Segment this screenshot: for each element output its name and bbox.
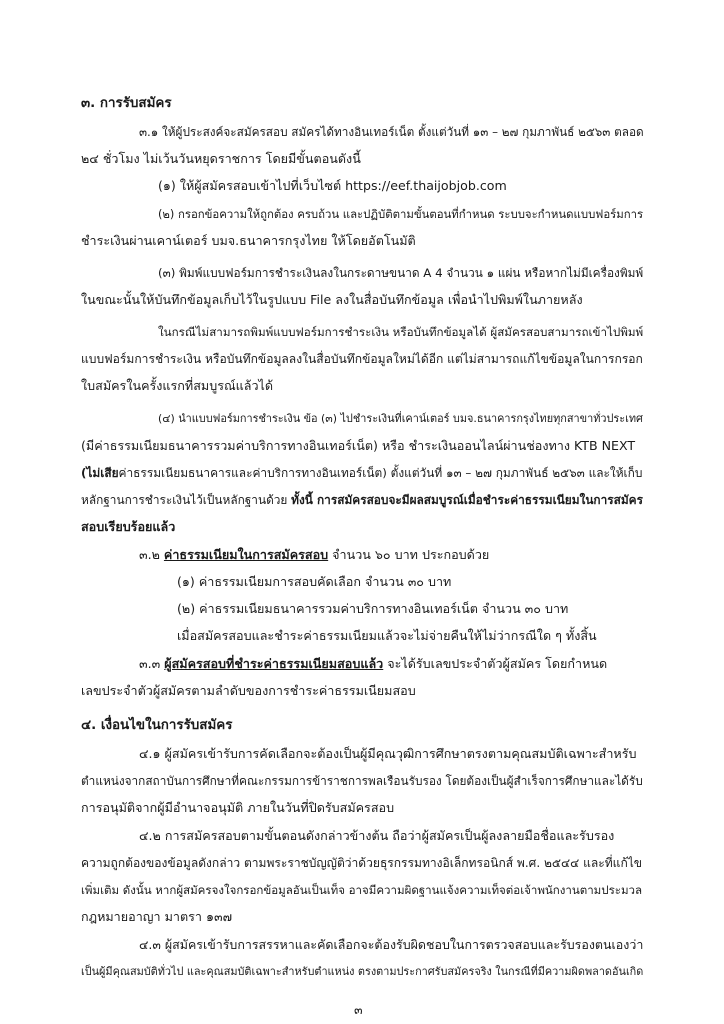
- page-number: ๓: [354, 1002, 363, 1017]
- step-3-line-1: (๓) พิมพ์แบบฟอร์มการชำระเงินลงในกระดาษขนาด A 4 จำนวน ๑ แผ่น หรือหากไม่มีเครื่องพิมพ์: [158, 266, 644, 280]
- note-line-2: แบบฟอร์มการชำระเงิน หรือบันทึกข้อมูลลงในสื่อบันทึกข้อมูลใหม่ได้อีก แต่ไม่สามารถแก้ไขข้อมูลในการกรอก: [81, 352, 643, 366]
- clause-3-2: [139, 547, 489, 563]
- step-4-line-1: (๔) นำแบบฟอร์มการชำระเงิน ข้อ (๓) ไปชำระเงินที่เคาน์เตอร์ บมจ.ธนาคารกรุงไทยทุกสาขาทั่วประเทศ: [158, 412, 643, 425]
- step-2-line-1: (๒) กรอกข้อความให้ถูกต้อง ครบถ้วน และปฏิบัติตามขั้นตอนที่กำหนด ระบบจะกำหนดแบบฟอร์มการ: [158, 207, 644, 221]
- clause-3-3-title: ผู้สมัครสอบที่ชำระค่าธรรมเนียมสอบแล้ว: [164, 656, 384, 671]
- clause-3-3-line-2: เลขประจำตัวผู้สมัครตามลำดับของการชำระค่าธรรมเนียมสอบ: [81, 683, 416, 698]
- clause-3-3-number: ๓.๓: [139, 656, 165, 671]
- clause-4-3-line-2: เป็นผู้มีคุณสมบัติทั่วไป และคุณสมบัติเฉพาะสำหรับตำแหน่ง ตรงตามประกาศรับสมัครจริง ในกรณีที่มีความผิดพลาดอันเกิด: [81, 965, 644, 978]
- clause-4-2-line-1: ๔.๒ การสมัครสอบตามขั้นตอนดังกล่าวข้างต้น ถือว่าผู้สมัครเป็นผู้ลงลายมือชื่อและรับรอง: [139, 828, 615, 843]
- step-4-line-3: [81, 465, 642, 481]
- note-line-1: ในกรณีไม่สามารถพิมพ์แบบฟอร์มการชำระเงิน หรือบันทึกข้อมูลได้ ผู้สมัครสอบสามารถเข้าไปพิมพ์: [158, 325, 644, 339]
- clause-4-1-line-2: ตำแหน่งจากสถาบันการศึกษาที่คณะกรรมการข้าราชการพลเรือนรับรอง โดยต้องเป็นผู้สำเร็จการศึกษาและได้รับ: [81, 774, 643, 788]
- note-line-3: ใบสมัครในครั้งแรกที่สมบูรณ์แล้วได้: [81, 378, 274, 393]
- clause-3-2-number: ๓.๒: [139, 547, 164, 562]
- step-3-line-2: ในขณะนั้นให้บันทึกข้อมูลเก็บไว้ในรูปแบบ File ลงในสื่อบันทึกข้อมูล เพื่อนำไปพิมพ์ในภายหลัง: [81, 292, 583, 307]
- clause-3-1-line-2: ๒๔ ชั่วโมง ไม่เว้นวันหยุดราชการ โดยมีขั้นตอนดังนี้: [81, 151, 361, 166]
- clause-3-1-line-1: ๓.๑ ให้ผู้ประสงค์จะสมัครสอบ สมัครได้ทางอินเทอร์เน็ต ตั้งแต่วันที่ ๑๓ – ๒๗ กุมภาพันธ์ ๒๕๖๓ ตลอด: [139, 125, 644, 139]
- clause-4-2-line-3: เพิ่มเติม ดังนั้น หากผู้สมัครจงใจกรอกข้อมูลอันเป็นเท็จ อาจมีความผิดฐานแจ้งความเท็จต่อเจ้าพนักงานตามประมวล: [81, 883, 643, 897]
- section-4-heading: ๔. เงื่อนไขในการรับสมัคร: [81, 718, 233, 733]
- clause-3-3-line-1: [139, 656, 607, 672]
- clause-4-1-line-3: การอนุมัติจากผู้มีอำนาจอนุมัติ ภายในวันที่ปิดรับสมัครสอบ: [81, 800, 395, 815]
- step-4-line-2: (มีค่าธรรมเนียมธนาคารรวมค่าบริการทางอินเทอร์เน็ต) หรือ ชำระเงินออนไลน์ผ่านช่องทาง KTB NEXT: [81, 438, 636, 453]
- fee-item-1: (๑) ค่าธรรมเนียมการสอบคัดเลือก จำนวน ๓๐ บาท: [177, 574, 452, 589]
- step-4-line-3-text: ค่าธรรมเนียมธนาคารและค่าบริการทางอินเทอร์เน็ต) ตั้งแต่วันที่ ๑๓ – ๒๗ กุมภาพันธ์ ๒๕๖๓ และให้เก็บ: [118, 466, 643, 480]
- clause-4-3-line-1: ๔.๓ ผู้สมัครเข้ารับการสรรหาและคัดเลือกจะต้องรับผิดชอบในการตรวจสอบและรับรองตนเองว่า: [139, 937, 644, 952]
- step-2-line-2: ชำระเงินผ่านเคาน์เตอร์ บมจ.ธนาคารกรุงไทย ให้โดยอัตโนมัติ: [81, 233, 416, 248]
- section-3-heading: ๓. การรับสมัคร: [81, 96, 172, 111]
- clause-3-2-title: ค่าธรรมเนียมในการสมัครสอบ: [163, 547, 329, 562]
- step-4-line-5: สอบเรียบร้อยแล้ว: [81, 519, 176, 534]
- clause-4-2-line-4: กฎหมายอาญา มาตรา ๑๓๗: [81, 909, 233, 924]
- fee-item-2: (๒) ค่าธรรมเนียมธนาคารรวมค่าบริการทางอินเทอร์เน็ต จำนวน ๓๐ บาท: [177, 601, 569, 616]
- clause-4-1-line-1: ๔.๑ ผู้สมัครเข้ารับการคัดเลือกจะต้องเป็นผู้มีคุณวุฒิการศึกษาตรงตามคุณสมบัติเฉพาะสำหรับ: [139, 746, 637, 761]
- step-1: (๑) ให้ผู้สมัครสอบเข้าไปที่เว็บไซต์ https://eef.thaijobjob.com: [158, 178, 507, 193]
- step-4-line-4: [81, 492, 643, 508]
- step-4-line-4-text: หลักฐานการชำระเงินไว้เป็นหลักฐานด้วย: [81, 493, 292, 507]
- no-fee-emphasis: (ไม่เสีย: [81, 466, 119, 480]
- completion-condition: ทั้งนี้ การสมัครสอบจะมีผลสมบูรณ์เมื่อชำระค่าธรรมเนียมในการสมัคร: [291, 493, 643, 507]
- clause-4-2-line-2: ความถูกต้องของข้อมูลดังกล่าว ตามพระราชบัญญัติว่าด้วยธุรกรรมทางอิเล็กทรอนิกส์ พ.ศ. ๒๕๔๔ และที่แก้ไข: [81, 856, 643, 870]
- clause-3-2-text: จำนวน ๖๐ บาท ประกอบด้วย: [328, 547, 490, 562]
- fee-item-3: เมื่อสมัครสอบและชำระค่าธรรมเนียมแล้วจะไม่จ่ายคืนให้ไม่ว่ากรณีใด ๆ ทั้งสิ้น: [177, 628, 597, 643]
- clause-3-3-text: จะได้รับเลขประจำตัวผู้สมัคร โดยกำหนด: [383, 656, 608, 671]
